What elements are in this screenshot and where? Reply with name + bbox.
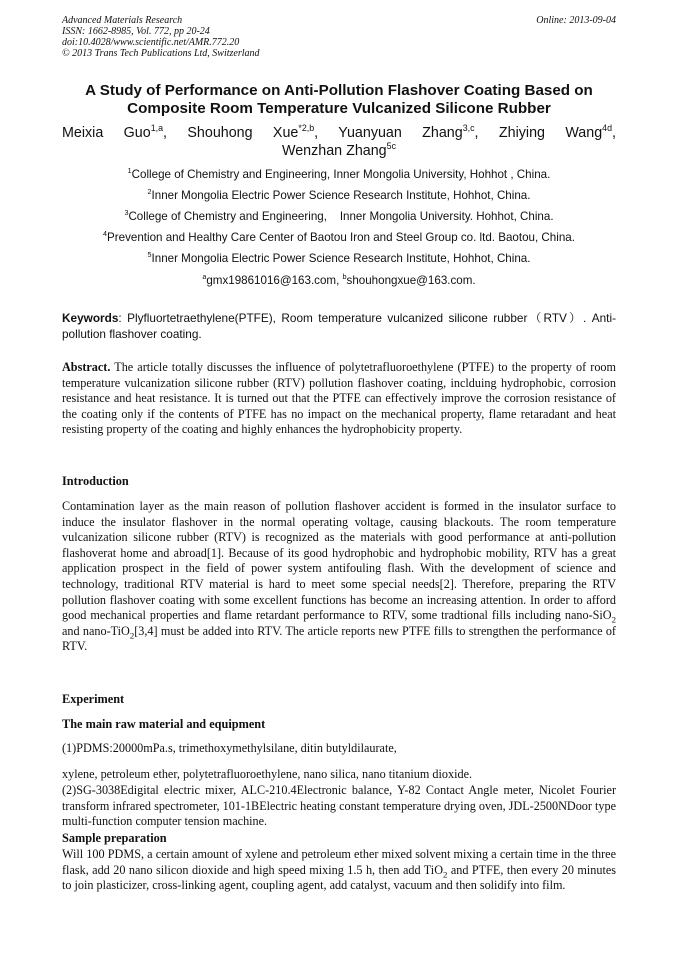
affiliation-1: $^1$College of Chemistry and Engineering, Inner Mongolia University, Hohhot , China. — [127, 166, 551, 181]
author-emails: $^a$gmx19861016@163.com, $^b$shouhongxue@163.com. — [202, 272, 476, 287]
equipment-item-2: (2)SG-3038Edigital electric mixer, ALC-210.4Electronic balance, Y-82 Contact Angle meter, Nicolet Fourier transform infrared spectrometer, 101-1BElectric heating constant temperature drying oven, JDL-2500NDoor type multi-function computer tension machine. — [62, 783, 616, 829]
keywords-text: : Plyfluortetraethylene(PTFE), Room temperature vulcanized silicone rubber（RTV）. Anti-pollution flashover coating. — [62, 311, 616, 341]
author-line-2 — [62, 142, 616, 160]
materials-subheading: The main raw material and equipment — [62, 717, 266, 731]
abstract — [62, 360, 616, 438]
paper-title — [62, 82, 616, 118]
author: Meixia Guo$^{1,a}$, — [62, 123, 168, 141]
online-date: Online: 2013-09-04 — [536, 15, 616, 26]
keywords — [62, 310, 616, 342]
materials-item-1: (1)PDMS:20000mPa.s, trimethoxymethylsilane, ditin butyldilaurate, — [62, 741, 397, 755]
affiliation-4: $^4$Prevention and Healthy Care Center of Baotou Iron and Steel Group co. ltd. Baotou, China. — [103, 229, 575, 244]
affiliation-2: $^2$Inner Mongolia Electric Power Science Research Institute, Hohhot, China. — [147, 187, 531, 202]
abstract-label: Abstract. — [62, 360, 111, 374]
abstract-text: The article totally discusses the influence of polytetrafluoroethylene (PTFE) to the property of room temperature vulcanization silicone rubber (RTV) pollution flashover coating, inclduing hydrophobic, corrosion resistance and heat resistance. It is turned out that the PTFE can effectively improve the corrosion resistance of the coating only if the contents of PTFE has no impact on the mechanical property, flame retaradant and heat resisting property of the coating and highly enhances the hydrophobicity property. — [62, 360, 616, 437]
issn-line: ISSN: 1662-8985, Vol. 772, pp 20-24 — [62, 26, 210, 37]
introduction-heading: Introduction — [62, 474, 129, 488]
sample-prep-subheading: Sample preparation — [62, 831, 167, 845]
running-header — [62, 15, 260, 59]
author-line — [62, 124, 616, 142]
author: Wenzhan Zhang$^{5c}$ — [281, 141, 396, 159]
journal-name: Advanced Materials Research — [62, 15, 183, 26]
sample-prep-text: Will 100 PDMS, a certain amount of xylene and petroleum ether mixed solvent mixing a certain time in the three flask, add 20 nano silicon dioxide and high speed mixing 1.5 h, then add TiO$_2$ and PTFE, then every 20 minutes to join plasticizer, cross-linking agent, coupling agent, add catalyst, vacuum and then solidify into film. — [62, 847, 616, 893]
doi-line: doi:10.4028/www.scientific.net/AMR.772.20 — [62, 37, 240, 48]
author: Zhiying Wang$^{4d}$, — [498, 123, 616, 141]
author: Yuanyuan Zhang$^{3,c}$, — [338, 123, 479, 141]
experiment-heading: Experiment — [62, 692, 125, 706]
title-line-1: A Study of Performance on Anti-Pollution Flashover Coating Based on — [85, 82, 593, 99]
title-line-2: Composite Room Temperature Vulcanized Silicone Rubber — [127, 100, 551, 117]
affiliation-3: $^3$College of Chemistry and Engineering, Inner Mongolia University. Hohhot, China. — [124, 208, 554, 223]
author: Shouhong Xue$^{*2,b}$, — [187, 123, 319, 141]
affiliation-5: $^5$Inner Mongolia Electric Power Science Research Institute, Hohhot, China. — [147, 250, 531, 265]
keywords-label: Keywords — [62, 311, 119, 325]
copyright-line: © 2013 Trans Tech Publications Ltd, Switzerland — [62, 48, 260, 59]
introduction-text: Contamination layer as the main reason of pollution flashover accident is formed in the insulator surface to induce the insulator flashover in the normal operating voltage, causing blackouts. The room temperature vulcanization silicone rubber (RTV) is recognized as the materials with good performance at anti-pollution flashoverat home and abroad[1]. Because of its good hydrophobic and hydrophobic mobility, RTV has a great application prospect in the field of power system antifouling flash. With the development of science and technology, traditional RTV material is hard to meet some special needs[2]. Therefore, preparing the RTV pollution flashover coating with some excellent functions has become an increasing attention. In order to afford good mechanical properties and flame retardant performance to RTV, some tradtional fills including nano-SiO$_2$ and nano-TiO$_2$[3,4] must be added into RTV. The article reports new PTFE fills to strengthen the performance of RTV. — [62, 499, 616, 654]
materials-item-1-continued: xylene, petroleum ether, polytetrafluoroethylene, nano silica, nano titanium dioxide. — [62, 767, 473, 781]
